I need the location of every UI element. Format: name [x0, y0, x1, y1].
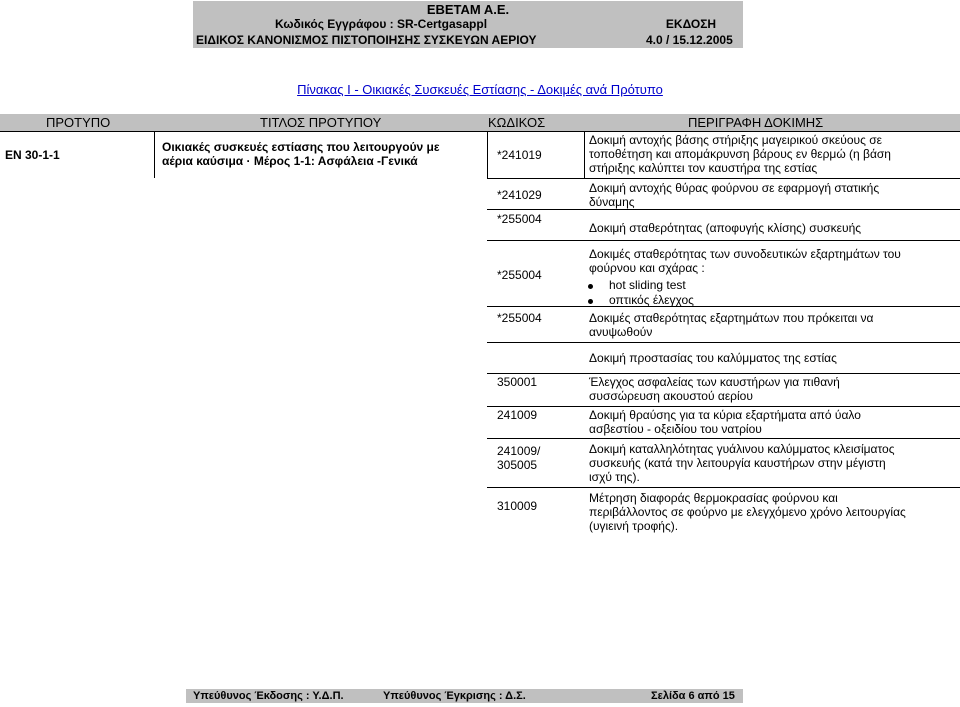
test-description-line: ισχύ της).	[589, 470, 640, 484]
test-description	[589, 311, 874, 339]
test-description-line: Δοκιμή θραύσης για τα κύρια εξαρτήματα από ύαλο	[589, 408, 861, 422]
test-description-line: Δοκιμή αντοχής θύρας φούρνου σε εφαρμογή στατικής	[589, 181, 880, 195]
bullet-item: hot sliding test	[609, 278, 686, 292]
row-divider	[487, 209, 960, 210]
test-description-line: Δοκιμές σταθερότητας εξαρτημάτων που πρόκειται να	[589, 311, 874, 325]
test-description-line: τοποθέτηση και απομάκρυνση βάρους εν θερμώ (η βάση	[589, 147, 891, 161]
test-description-line: Δοκιμή σταθερότητας (αποφυγής κλίσης) συσκευής	[589, 221, 862, 235]
row-divider	[487, 240, 960, 241]
column-header-description: ΠΕΡΙΓΡΑΦΗ ΔΟΚΙΜΗΣ	[688, 115, 824, 130]
test-description-line: (υγιεινή τροφής).	[589, 519, 679, 533]
test-description	[589, 247, 901, 275]
test-description-line: ανυψωθούν	[589, 325, 653, 339]
column-divider	[487, 131, 488, 178]
test-description-line: στήριξης καλύπτει τον καυστήρα της εστίας	[589, 161, 818, 175]
bullet-icon	[588, 299, 593, 304]
row-divider	[487, 487, 960, 488]
test-description-line: ασβεστίου - οξειδίου του νατρίου	[589, 422, 762, 436]
test-description-line: συσσώρευση ακουστού αερίου	[589, 389, 753, 403]
bullet-icon	[588, 284, 593, 289]
test-description	[589, 133, 891, 175]
test-code: 241009	[497, 408, 538, 422]
test-description	[589, 491, 906, 533]
test-code: *241029	[497, 188, 542, 202]
test-code	[497, 444, 540, 472]
test-description-line: Δοκιμή καταλληλότητας γυάλινου καλύμματος κλεισίματος	[589, 442, 895, 456]
test-description	[589, 181, 879, 209]
test-code-line: 305005	[497, 458, 538, 472]
test-description-line: Έλεγχος ασφαλείας των καυστήρων για πιθανή	[589, 375, 840, 389]
test-code: *255004	[497, 311, 542, 325]
regulation-title: ΕΙΔΙΚΟΣ ΚΑΝΟΝΙΣΜΟΣ ΠΙΣΤΟΠΟΙΗΣΗΣ ΣΥΣΚΕΥΩΝ ΑΕΡΙΟΥ	[196, 33, 537, 47]
test-description-line: φούρνου και σχάρας :	[589, 261, 705, 275]
row-divider	[487, 342, 960, 343]
footer-issue-responsible: Υπεύθυνος Έκδοσης : Υ.Δ.Π.	[193, 690, 344, 702]
row-divider	[487, 373, 960, 374]
test-code: *255004	[497, 212, 542, 226]
test-description-line: δύναμης	[589, 195, 635, 209]
test-code: *255004	[497, 268, 542, 282]
test-description-line: συσκευής (κατά την λειτουργία καυστήρων στην μέγιστη	[589, 456, 886, 470]
standard-title-line1: Οικιακές συσκευές εστίασης που λειτουργούν με	[162, 140, 440, 154]
test-description-line: περιβάλλοντος σε φούρνο με ελεγχόμενο χρόνο λειτουργίας	[589, 505, 906, 519]
row-divider	[487, 406, 960, 407]
test-code: *241019	[497, 148, 542, 162]
row-divider	[487, 178, 960, 179]
row-divider	[487, 306, 960, 307]
test-description-line: Μέτρηση διαφοράς θερμοκρασίας φούρνου και	[589, 491, 838, 505]
test-description	[589, 375, 840, 403]
edition-label: ΕΚΔΟΣΗ	[665, 17, 717, 31]
column-divider	[154, 131, 155, 178]
bullet-item: οπτικός έλεγχος	[609, 293, 694, 307]
company-name: EBETAM A.E.	[426, 2, 510, 17]
test-code-line: 241009/	[497, 444, 541, 458]
test-description	[589, 408, 861, 436]
column-header-title: ΤΙΤΛΟΣ ΠΡΟΤΥΠΟΥ	[260, 115, 382, 130]
table-title: Πίνακας Ι - Οικιακές Συσκευές Εστίασης - Δοκιμές ανά Πρότυπο	[297, 82, 663, 97]
standard-title-line2: αέρια καύσιμα · Μέρος 1-1: Ασφάλεια -Γενικά	[162, 154, 418, 168]
column-header-standard: ΠΡΟΤΥΠΟ	[46, 115, 111, 130]
document-code: Κωδικός Εγγράφου : SR-Certgasappl	[274, 17, 488, 31]
edition-value: 4.0 / 15.12.2005	[646, 33, 733, 47]
header-bottom-border	[0, 131, 960, 132]
test-description-line: Δοκιμή προστασίας του καλύμματος της εστίας	[589, 351, 837, 365]
column-header-code: ΚΩΔΙΚΟΣ	[488, 115, 546, 130]
test-description-line: Δοκιμή αντοχής βάσης στήριξης μαγειρικού σκεύους σε	[589, 133, 882, 147]
row-divider	[487, 438, 960, 439]
test-code: 310009	[497, 499, 538, 513]
test-description-line: Δοκιμές σταθερότητας των συνοδευτικών εξαρτημάτων του	[589, 247, 901, 261]
test-description	[589, 442, 895, 484]
test-code: 350001	[497, 375, 538, 389]
footer-approval-responsible: Υπεύθυνος Έγκρισης : Δ.Σ.	[383, 690, 526, 702]
column-divider	[584, 131, 585, 178]
footer-page-number: Σελίδα 6 από 15	[651, 690, 735, 702]
standard-code: EN 30-1-1	[5, 148, 60, 162]
